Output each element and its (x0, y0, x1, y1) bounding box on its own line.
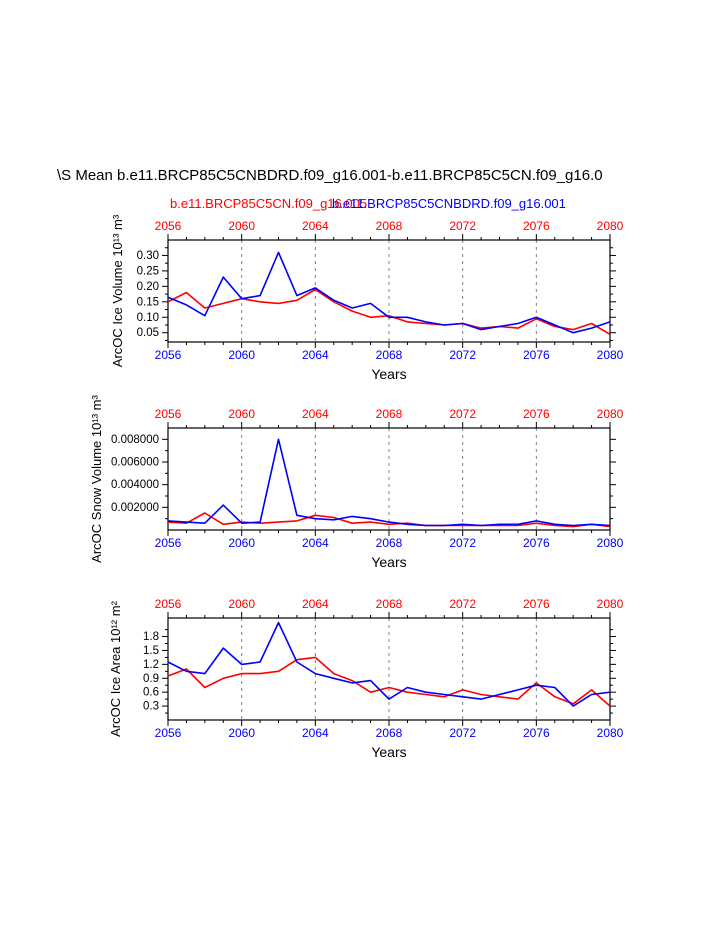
x-tick-label-top: 2064 (301, 407, 329, 421)
page-title: \S Mean b.e11.BRCP85C5CNBDRD.f09_g16.001-b.e11.BRCP85C5CN.f09_g16.0 (57, 167, 603, 184)
x-tick-label-top: 2064 (301, 219, 329, 233)
x-tick-label-top: 2080 (596, 597, 624, 611)
x-tick-label-top: 2080 (596, 219, 624, 233)
x-tick-label-top: 2064 (301, 597, 329, 611)
x-tick-label-bottom: 2076 (522, 348, 550, 362)
y-tick-label: 0.05 (136, 327, 159, 340)
x-tick-label-top: 2068 (375, 407, 403, 421)
x-tick-label-top: 2068 (375, 219, 403, 233)
x-tick-label-bottom: 2056 (154, 726, 182, 740)
x-tick-label-bottom: 2068 (375, 726, 403, 740)
ice-volume-x-axis-label: Years (371, 366, 407, 382)
y-tick-label: 0.004000 (111, 479, 159, 492)
legend-label-red: b.e11.BRCP85C5CN.f09_g16.005 (170, 196, 368, 211)
y-tick-label: 0.20 (136, 280, 159, 293)
ice-area-x-axis-label: Years (371, 744, 407, 760)
y-tick-label: 0.30 (136, 249, 159, 262)
series-line-blue (168, 623, 610, 707)
snow-volume-y-axis-label: ArcOC Snow Volume 10¹³ m³ (89, 395, 104, 563)
series-line-blue (168, 252, 610, 332)
y-tick-label: 0.006000 (111, 456, 159, 469)
plot-ice-area (100, 588, 650, 748)
y-tick-label: 1.5 (143, 644, 159, 657)
y-tick-label: 1.8 (143, 631, 159, 644)
y-tick-label: 0.25 (136, 265, 159, 278)
x-tick-label-bottom: 2076 (522, 536, 550, 550)
x-tick-label-bottom: 2068 (375, 348, 403, 362)
y-tick-label: 0.9 (143, 672, 159, 685)
x-tick-label-bottom: 2064 (301, 348, 329, 362)
x-tick-label-top: 2076 (522, 219, 550, 233)
x-tick-label-bottom: 2060 (228, 348, 256, 362)
x-tick-label-bottom: 2076 (522, 726, 550, 740)
x-tick-label-bottom: 2072 (449, 726, 477, 740)
x-tick-label-top: 2076 (522, 407, 550, 421)
legend-label-blue: b.e11.BRCP85C5CNBDRD.f09_g16.001 (332, 196, 566, 211)
x-tick-label-top: 2060 (228, 219, 256, 233)
x-tick-label-top: 2056 (154, 219, 182, 233)
y-tick-label: 0.10 (136, 311, 159, 324)
x-tick-label-top: 2080 (596, 407, 624, 421)
x-tick-label-bottom: 2080 (596, 348, 624, 362)
x-tick-label-top: 2056 (154, 597, 182, 611)
x-tick-label-bottom: 2080 (596, 726, 624, 740)
x-tick-label-top: 2072 (449, 597, 477, 611)
x-tick-label-bottom: 2064 (301, 726, 329, 740)
y-tick-label: 1.2 (143, 658, 159, 671)
y-tick-label: 0.6 (143, 686, 159, 699)
plot-snow-volume (100, 398, 650, 558)
x-tick-label-bottom: 2056 (154, 536, 182, 550)
x-tick-label-bottom: 2060 (228, 726, 256, 740)
y-tick-label: 0.15 (136, 296, 159, 309)
ice-area-y-axis-label: ArcOC Ice Area 10¹² m² (108, 601, 123, 737)
x-tick-label-top: 2072 (449, 407, 477, 421)
x-tick-label-bottom: 2080 (596, 536, 624, 550)
y-tick-label: 0.008000 (111, 433, 159, 446)
x-tick-label-top: 2060 (228, 597, 256, 611)
snow-volume-x-axis-label: Years (371, 554, 407, 570)
x-tick-label-bottom: 2072 (449, 348, 477, 362)
x-tick-label-top: 2060 (228, 407, 256, 421)
x-tick-label-top: 2056 (154, 407, 182, 421)
y-tick-label: 0.002000 (111, 501, 159, 514)
x-tick-label-top: 2068 (375, 597, 403, 611)
plot-ice-volume (100, 210, 650, 370)
x-tick-label-bottom: 2072 (449, 536, 477, 550)
x-tick-label-bottom: 2064 (301, 536, 329, 550)
ice-volume-y-axis-label: ArcOC Ice Volume 10¹³ m³ (110, 214, 125, 368)
x-tick-label-bottom: 2060 (228, 536, 256, 550)
x-tick-label-top: 2072 (449, 219, 477, 233)
y-tick-label: 0.3 (143, 700, 159, 713)
x-tick-label-bottom: 2068 (375, 536, 403, 550)
x-tick-label-top: 2076 (522, 597, 550, 611)
x-tick-label-bottom: 2056 (154, 348, 182, 362)
